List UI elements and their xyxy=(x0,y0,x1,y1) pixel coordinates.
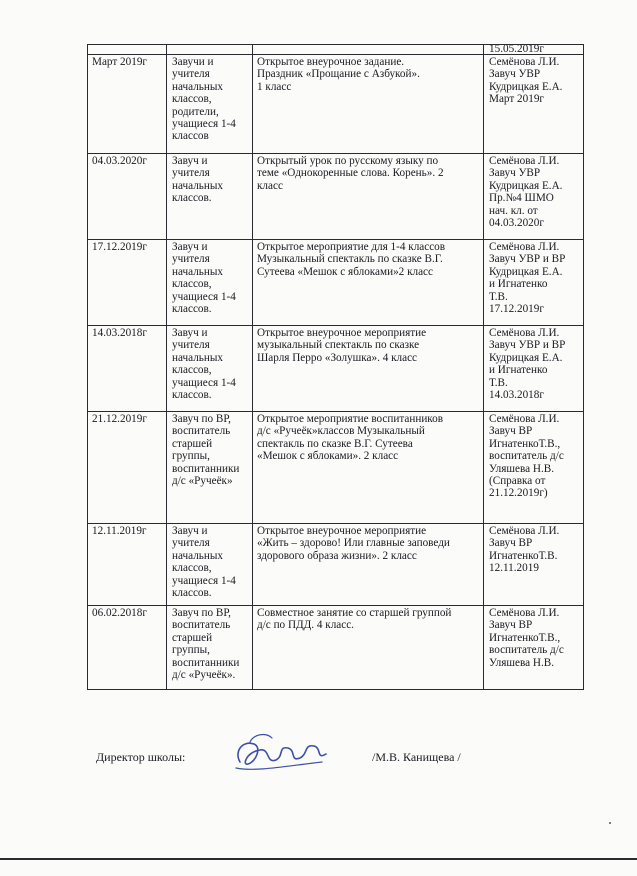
audience-cell: Завуч и учителя начальных классов, учащиеся 1-4 классов. xyxy=(167,524,253,606)
table-row xyxy=(88,412,584,524)
audience-cell: Завуч и учителя начальных классов, учащиеся 1-4 классов. xyxy=(167,326,253,412)
date-cell: 21.12.2019г xyxy=(88,412,167,524)
table-row xyxy=(88,524,584,606)
event-cell: Открытое мероприятие воспитанников д/с «Ручеёк»классов Музыкальный спектакль по сказке В.Г. Сутеева «Мешок с яблоками». 2 класс xyxy=(253,412,484,524)
table-row xyxy=(88,55,584,154)
date-cell: 17.12.2019г xyxy=(88,240,167,326)
table-row xyxy=(88,606,584,690)
director-signature xyxy=(226,722,336,782)
date-cell: 14.03.2018г xyxy=(88,326,167,412)
table-row xyxy=(88,326,584,412)
events-table xyxy=(87,44,584,690)
responsible-cell: Семёнова Л.И. Завуч УВР и ВР Кудрицкая Е.А. и Игнатенко Т.В. 14.03.2018г xyxy=(484,326,584,412)
date-cell xyxy=(88,45,167,55)
audience-cell: Завучи и учителя начальных классов, родители, учащиеся 1-4 классов xyxy=(167,55,253,154)
event-cell: Открытое мероприятие для 1-4 классов Музыкальный спектакль по сказке В.Г. Сутеева «Мешок с яблоками»2 класс xyxy=(253,240,484,326)
date-cell: 06.02.2018г xyxy=(88,606,167,690)
event-cell: Открытый урок по русскому языку по теме «Однокоренные слова. Корень». 2 класс xyxy=(253,154,484,240)
responsible-cell: Семёнова Л.И. Завуч УВР Кудрицкая Е.А. Март 2019г xyxy=(484,55,584,154)
responsible-cell: Семёнова Л.И. Завуч ВР ИгнатенкоТ.В. 12.11.2019 xyxy=(484,524,584,606)
table-row xyxy=(88,45,584,55)
event-cell: Совместное занятие со старшей группой д/с по ПДД. 4 класс. xyxy=(253,606,484,690)
event-cell xyxy=(253,45,484,55)
event-cell: Открытое внеурочное мероприятие музыкальный спектакль по сказке Шарля Перро «Золушка». 4 класс xyxy=(253,326,484,412)
director-label: Директор школы: xyxy=(96,750,186,764)
audience-cell: Завуч по ВР, воспитатель старшей группы, воспитанники д/с «Ручеёк». xyxy=(167,606,253,690)
audience-cell: Завуч по ВР, воспитатель старшей группы, воспитанники д/с «Ручеёк» xyxy=(167,412,253,524)
date-cell: 12.11.2019г xyxy=(88,524,167,606)
audience-cell: Завуч и учителя начальных классов, учащиеся 1-4 классов. xyxy=(167,240,253,326)
table-row xyxy=(88,154,584,240)
event-cell: Открытое внеурочное мероприятие «Жить – здорово! Или главные заповеди здорового образа жизни». 2 класс xyxy=(253,524,484,606)
responsible-cell: Семёнова Л.И. Завуч УВР и ВР Кудрицкая Е.А. и Игнатенко Т.В. 17.12.2019г xyxy=(484,240,584,326)
event-cell: Открытое внеурочное задание. Праздник «Прощание с Азбукой». 1 класс xyxy=(253,55,484,154)
page-bottom-rule xyxy=(0,858,637,860)
director-name: /М.В. Канищева / xyxy=(372,750,461,764)
date-cell: 04.03.2020г xyxy=(88,154,167,240)
responsible-cell: Семёнова Л.И. Завуч ВР ИгнатенкоТ.В., воспитатель д/с Уляшева Н.В. (Справка от 21.12.2019г) xyxy=(484,412,584,524)
responsible-cell: 15.05.2019г xyxy=(484,45,584,55)
scan-speck xyxy=(609,822,611,824)
responsible-cell: Семёнова Л.И. Завуч УВР Кудрицкая Е.А. Пр.№4 ШМО нач. кл. от 04.03.2020г xyxy=(484,154,584,240)
audience-cell: Завуч и учителя начальных классов. xyxy=(167,154,253,240)
responsible-cell: Семёнова Л.И. Завуч ВР ИгнатенкоТ.В., воспитатель д/с Уляшева Н.В. xyxy=(484,606,584,690)
table-row xyxy=(88,240,584,326)
audience-cell xyxy=(167,45,253,55)
date-cell: Март 2019г xyxy=(88,55,167,154)
